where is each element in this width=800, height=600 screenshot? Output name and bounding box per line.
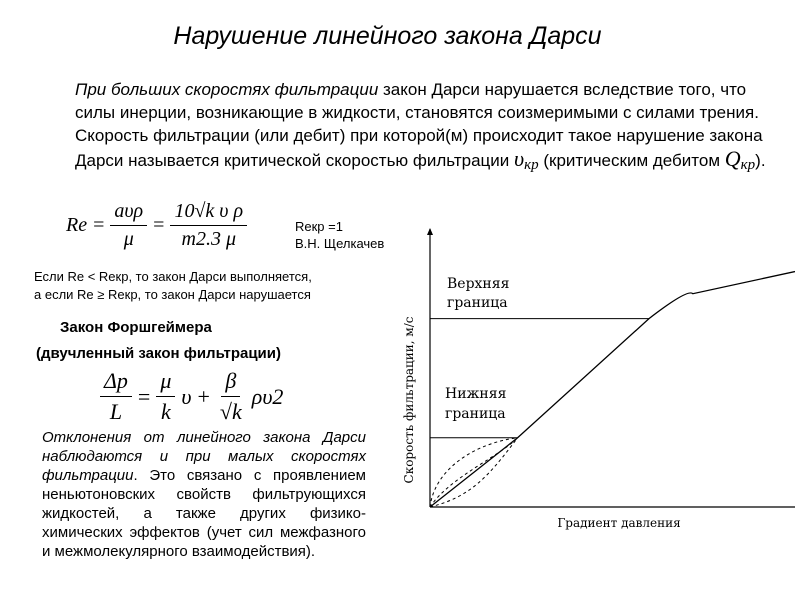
f-fraction-2 <box>156 368 175 425</box>
deviation-italic: Отклонения от линейного закона Дарси наблюдаются и при малых скоростях фильтрации <box>42 429 366 484</box>
x-axis-label: Градиент давления <box>557 516 681 530</box>
f-num-3: β <box>221 368 240 397</box>
f-plus: + <box>197 383 210 409</box>
page-title: Нарушение линейного закона Дарси <box>173 22 602 50</box>
upper-bound-label-2: граница <box>447 295 508 311</box>
deviation-paragraph <box>42 428 366 561</box>
f-num-1: Δp <box>100 368 132 397</box>
re-num-2: 10√k υ ρ <box>170 200 247 226</box>
intro-text-1: закон Дарси нарушается вследствие того, что силы инерции, возникающие в жидкости, становятся соизмеримыми с силами трения. Скорость фильтрации (или дебит) при которой(м) происходит такое нарушение закона Дарси называется критической скоростью фильтрации <box>75 80 763 170</box>
darcy-condition-text <box>34 268 312 304</box>
re-eq-1: = <box>93 214 105 236</box>
f-term-1: υ <box>181 383 192 409</box>
intro-paragraph <box>75 78 780 177</box>
deviation-rest: . Это связано с проявлением неньютоновских свойств фильтрующихся жидкостей, а также других физико-химических эффектов (учет сил межфазного и межмолекулярного взаимодействия). <box>42 467 366 560</box>
lower-bound-label-1: Нижняя <box>445 386 507 402</box>
condition-line-1: Если Re < Reкр, то закон Дарси выполняется, <box>34 269 312 284</box>
forchheimer-heading: Закон Форшгеймера <box>60 319 212 336</box>
re-fraction-1 <box>110 200 147 251</box>
forchheimer-formula <box>100 368 283 425</box>
f-den-2: k <box>160 399 171 424</box>
intro-text-2: (критическим дебитом <box>538 151 725 170</box>
re-num-1: aυρ <box>110 200 147 226</box>
rekr-value: Reкр =1 <box>295 219 343 234</box>
y-axis-label: Скорость фильтрации, м/с <box>402 316 416 484</box>
intro-text-3: ). <box>755 151 766 170</box>
intro-italic-lead: При больших скоростях фильтрации <box>75 80 379 99</box>
rekr-author: В.Н. Щелкачев <box>295 236 385 251</box>
f-den-1: L <box>109 399 123 424</box>
re-den-1: μ <box>123 228 134 250</box>
re-eq-2: = <box>153 214 165 236</box>
f-den-3: √k <box>219 399 242 424</box>
f-fraction-1 <box>100 368 132 425</box>
f-term-2: ρυ2 <box>251 383 284 409</box>
f-fraction-3 <box>216 368 246 425</box>
forchheimer-subheading: (двучленный закон фильтрации) <box>36 345 281 362</box>
upper-bound-label-1: Верхняя <box>447 276 510 292</box>
condition-line-2: а если Re ≥ Reкр, то закон Дарси нарушается <box>34 287 311 302</box>
f-num-2: μ <box>156 368 175 397</box>
reynolds-formula <box>66 200 247 251</box>
re-lhs: Re <box>66 214 88 236</box>
critical-velocity-symbol: $\upsilon_{кр}$ <box>514 146 539 173</box>
critical-flow-symbol: $Q_{кр}$ <box>724 146 756 173</box>
f-eq: = <box>137 383 151 409</box>
critical-reynolds-note <box>295 218 384 252</box>
lower-bound-label-2: граница <box>445 406 506 422</box>
y-axis-arrow <box>427 228 433 235</box>
re-den-2: m2.3 μ <box>181 228 236 250</box>
re-fraction-2 <box>170 200 247 251</box>
velocity-gradient-chart <box>395 225 795 535</box>
